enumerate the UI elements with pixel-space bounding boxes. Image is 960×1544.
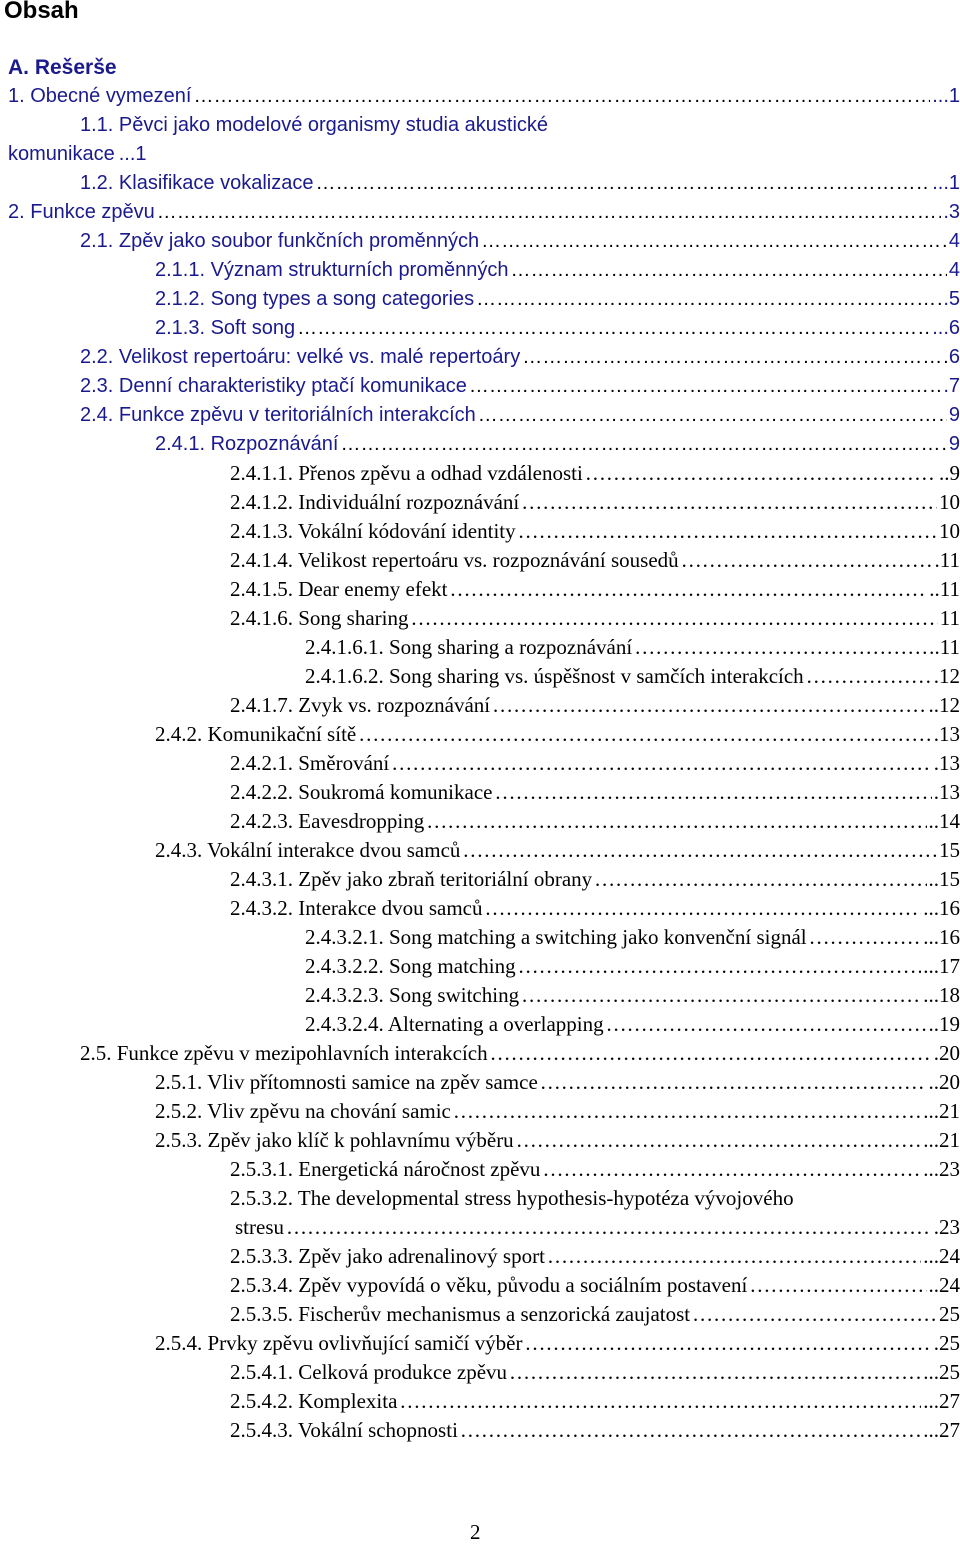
toc-entry[interactable]	[230, 517, 960, 545]
toc-leader-dots	[469, 372, 941, 400]
toc-entry[interactable]	[305, 952, 960, 980]
toc-entry-page: ...21	[923, 1097, 960, 1125]
toc-entry-title: 2.5.1. Vliv přítomnosti samice na zpěv samce	[155, 1068, 538, 1096]
toc-entry-page: ...1	[932, 82, 960, 110]
toc-leader-dots	[542, 1155, 921, 1183]
toc-entry-title: 2.4.3.2.4. Alternating a overlapping	[305, 1010, 604, 1038]
toc-entry-title: 2.4.1.6.2. Song sharing vs. úspěšnost v samčích interakcích	[305, 662, 804, 690]
toc-entry-title: 2.4.1.4. Velikost repertoáru vs. rozpoznávání sousedů	[230, 546, 679, 574]
toc-leader-dots	[426, 807, 926, 835]
toc-entry-title: 2.5.4.3. Vokální schopnosti	[230, 1416, 458, 1444]
toc-entry-page: ..20	[929, 1068, 960, 1096]
toc-entry[interactable]	[80, 227, 960, 255]
toc-leader-dots	[547, 1242, 921, 1270]
toc-entry[interactable]	[155, 1126, 960, 1154]
toc-entry-title: 1.2. Klasifikace vokalizace	[80, 169, 313, 197]
toc-entry-title: 2.4.3.1. Zpěv jako zbraň teritoriální obrany	[230, 865, 592, 893]
toc-leader-dots	[511, 256, 947, 284]
toc-entry-title: 2.1.1. Význam strukturních proměnných	[155, 256, 509, 284]
toc-entry-title: 2.5.3.4. Zpěv vypovídá o věku, původu a sociálním postavení	[230, 1271, 747, 1299]
toc-entry-title: 2.1. Zpěv jako soubor funkčních proměnných	[80, 227, 479, 255]
toc-entry-title: 2.4.1.5. Dear enemy efekt	[230, 575, 448, 603]
toc-entry[interactable]	[230, 488, 960, 516]
toc-entry-title: 2.5.3.1. Energetická náročnost zpěvu	[230, 1155, 540, 1183]
toc-entry[interactable]	[155, 1068, 960, 1096]
toc-entry-page: ...16	[923, 923, 960, 951]
toc-entry[interactable]	[230, 1416, 960, 1444]
toc-entry-title: 2.4.3.2.2. Song matching	[305, 952, 516, 980]
toc-entry[interactable]	[80, 401, 960, 429]
toc-leader-dots	[340, 430, 946, 458]
part-heading: A. Rešerše	[8, 54, 117, 82]
toc-entry-page: ...1	[932, 169, 960, 197]
toc-entry-title: 2.1.3. Soft song	[155, 314, 295, 342]
toc-entry[interactable]	[80, 372, 960, 400]
toc-entry[interactable]	[80, 1039, 960, 1067]
toc-entry-page: ...24	[923, 1242, 960, 1270]
toc-entry-page: ...27	[923, 1416, 960, 1444]
toc-leader-dots	[297, 314, 930, 342]
toc-entry-title: 2.4.1.1. Přenos zpěvu a odhad vzdálenosti	[230, 459, 583, 487]
toc-leader-dots	[411, 604, 938, 632]
toc-entry-page: 10	[939, 488, 960, 516]
toc-leader-dots	[806, 662, 932, 690]
toc-entry-title: 2.4.3. Vokální interakce dvou samců	[155, 836, 460, 864]
toc-entry-title: 1.1. Pěvci jako modelové organismy studia akustické	[80, 111, 548, 139]
toc-entry[interactable]	[155, 836, 960, 864]
toc-entry-title: 2.5.3.3. Zpěv jako adrenalinový sport	[230, 1242, 545, 1270]
toc-entry[interactable]	[230, 546, 960, 574]
toc-entry-title: 2.5.3.2. The developmental stress hypothesis-hypotéza vývojového	[230, 1184, 794, 1212]
toc-leader-dots	[476, 285, 941, 313]
toc-leader-dots	[585, 459, 937, 487]
toc-leader-dots	[681, 546, 933, 574]
toc-entry-title: 2.5.4.1. Celková produkce zpěvu	[230, 1358, 507, 1386]
toc-entry[interactable]	[230, 1271, 960, 1299]
toc-entry[interactable]	[230, 1184, 912, 1212]
toc-entry-title: 2.4.2. Komunikační sítě	[155, 720, 356, 748]
toc-entry-title: stresu	[235, 1213, 284, 1241]
toc-leader-dots	[521, 488, 937, 516]
toc-entry[interactable]	[8, 198, 960, 226]
toc-entry[interactable]	[155, 285, 960, 313]
toc-entry-page: .12	[934, 662, 960, 690]
toc-leader-dots	[521, 981, 921, 1009]
toc-entry-title: 2.4.1.6.1. Song sharing a rozpoznávání	[305, 633, 632, 661]
toc-entry-page: .13	[934, 749, 960, 777]
toc-leader-dots	[490, 1039, 932, 1067]
toc-entry-title: 2.1.2. Song types a song categories	[155, 285, 474, 313]
toc-entry-page: ...21	[923, 1126, 960, 1154]
toc-entry-title: 2. Funkce zpěvu	[8, 198, 155, 226]
toc-entry[interactable]	[230, 894, 960, 922]
toc-entry[interactable]	[230, 1358, 960, 1386]
toc-entry-page: 4	[949, 256, 960, 284]
toc-entry[interactable]	[230, 1300, 960, 1328]
toc-leader-dots	[391, 749, 932, 777]
toc-entry-title: 2.4.1. Rozpoznávání	[155, 430, 338, 458]
toc-entry-title: 2.5.3.5. Fischerův mechanismus a senzorická zaujatost	[230, 1300, 690, 1328]
toc-entry[interactable]	[305, 633, 960, 661]
toc-entry[interactable]	[305, 981, 960, 1009]
page-title: Obsah	[4, 0, 79, 25]
toc-entry[interactable]	[155, 1097, 960, 1125]
toc-entry[interactable]	[230, 691, 960, 719]
toc-entry-page: ..19	[929, 1010, 960, 1038]
toc-entry-page: .7	[943, 372, 960, 400]
toc-entry-title: 2.4.2.1. Směrování	[230, 749, 389, 777]
toc-entry-page: .20	[934, 1039, 960, 1067]
toc-entry[interactable]	[305, 923, 960, 951]
toc-entry-title: 2.3. Denní charakteristiky ptačí komunikace	[80, 372, 467, 400]
toc-entry[interactable]	[230, 459, 960, 487]
toc-entry-page: .25	[934, 1329, 960, 1357]
toc-entry[interactable]	[8, 82, 960, 110]
toc-entry-page: ...27	[923, 1387, 960, 1415]
toc-leader-dots	[358, 720, 932, 748]
toc-entry-page: .11	[935, 546, 960, 574]
toc-entry-page: 25	[939, 1300, 960, 1328]
toc-leader-dots	[516, 1126, 922, 1154]
page-number: 2	[470, 1520, 481, 1544]
toc-entry-page: ...16	[923, 894, 960, 922]
toc-entry[interactable]	[230, 1242, 960, 1270]
toc-entry-page: .13	[934, 720, 960, 748]
toc-entry[interactable]	[230, 749, 960, 777]
toc-entry[interactable]	[235, 1213, 960, 1241]
toc-entry-page: ..14	[929, 807, 960, 835]
toc-entry-page: ..11	[929, 575, 960, 603]
toc-entry-page: ..12	[929, 691, 960, 719]
toc-leader-dots	[692, 1300, 937, 1328]
toc-entry-page: .3	[943, 198, 960, 226]
toc-entry-title: 2.5.4.2. Komplexita	[230, 1387, 397, 1415]
toc-entry-page: ...18	[923, 981, 960, 1009]
toc-leader-dots	[157, 198, 942, 226]
toc-leader-dots	[193, 82, 930, 110]
toc-leader-dots	[749, 1271, 926, 1299]
toc-entry[interactable]	[230, 604, 960, 632]
toc-entry-title: 2.4.1.6. Song sharing	[230, 604, 409, 632]
toc-leader-dots	[315, 169, 930, 197]
toc-leader-dots	[492, 691, 926, 719]
toc-entry[interactable]	[80, 343, 960, 371]
toc-entry[interactable]	[230, 1155, 960, 1183]
toc-entry[interactable]	[155, 256, 960, 284]
toc-entry-page: .23	[934, 1213, 960, 1241]
toc-entry-title: 2.4.2.2. Soukromá komunikace	[230, 778, 492, 806]
toc-entry-title: 2.4.1.3. Vokální kódování identity	[230, 517, 516, 545]
toc-leader-dots	[594, 865, 926, 893]
toc-leader-dots	[540, 1068, 927, 1096]
toc-entry-page: 10	[939, 517, 960, 545]
toc-leader-dots	[478, 401, 947, 429]
toc-leader-dots	[481, 227, 947, 255]
toc-entry-page: ..24	[929, 1271, 960, 1299]
toc-entry-title: 2.4. Funkce zpěvu v teritoriálních interakcích	[80, 401, 476, 429]
toc-leader-dots	[485, 894, 922, 922]
toc-leader-dots	[509, 1358, 921, 1386]
toc-entry[interactable]	[8, 140, 140, 168]
toc-leader-dots	[460, 1416, 921, 1444]
toc-entry-title: 2.5.4. Prvky zpěvu ovlivňující samičí výběr	[155, 1329, 522, 1357]
toc-entry-page: ...6	[932, 314, 960, 342]
toc-entry[interactable]	[230, 778, 960, 806]
toc-leader-dots	[462, 836, 937, 864]
toc-leader-dots	[809, 923, 922, 951]
toc-leader-dots	[606, 1010, 927, 1038]
toc-entry-title: 2.4.3.2.3. Song switching	[305, 981, 519, 1009]
toc-entry-title: 2.5.3. Zpěv jako klíč k pohlavnímu výběru	[155, 1126, 514, 1154]
toc-entry-title: 2.5.2. Vliv zpěvu na chování samic	[155, 1097, 451, 1125]
toc-entry-title: 2.5. Funkce zpěvu v mezipohlavních interakcích	[80, 1039, 488, 1067]
toc-leader-dots	[494, 778, 931, 806]
toc-entry-page: 9	[949, 430, 960, 458]
toc-leader-dots	[450, 575, 928, 603]
toc-entry-page: ...25	[923, 1358, 960, 1386]
toc-leader-dots	[524, 1329, 931, 1357]
toc-leader-dots	[399, 1387, 921, 1415]
toc-entry-page: ..15	[929, 865, 960, 893]
toc-entry[interactable]	[230, 1387, 960, 1415]
toc-leader-dots	[518, 517, 937, 545]
toc-entry[interactable]	[80, 111, 620, 139]
toc-entry[interactable]	[155, 314, 960, 342]
toc-entry-title: 2.4.1.2. Individuální rozpoznávání	[230, 488, 519, 516]
toc-entry-title: 1. Obecné vymezení	[8, 82, 191, 110]
toc-entry-page: .5	[943, 285, 960, 313]
toc-entry-title: komunikace	[8, 140, 115, 168]
toc-entry-page: 15	[939, 836, 960, 864]
toc-entry[interactable]	[80, 169, 960, 197]
toc-entry-page: ...17	[923, 952, 960, 980]
toc-entry-title: 2.4.3.2. Interakce dvou samců	[230, 894, 483, 922]
toc-entry-page: 9	[949, 401, 960, 429]
toc-leader-dots	[522, 343, 947, 371]
toc-leader-dots	[286, 1213, 932, 1241]
toc-entry[interactable]	[230, 807, 960, 835]
toc-entry-title: 2.4.2.3. Eavesdropping	[230, 807, 424, 835]
toc-entry[interactable]	[155, 720, 960, 748]
toc-leader-dots	[634, 633, 932, 661]
toc-entry[interactable]	[155, 1329, 960, 1357]
toc-entry[interactable]	[305, 662, 960, 690]
toc-entry-page: 6	[949, 343, 960, 371]
toc-entry-page: 11	[940, 604, 960, 632]
toc-entry-page: .11	[935, 633, 960, 661]
toc-entry-title: 2.4.1.7. Zvyk vs. rozpoznávání	[230, 691, 490, 719]
toc-entry-page: ...1	[119, 140, 147, 168]
toc-entry[interactable]	[305, 1010, 960, 1038]
toc-entry-title: 2.2. Velikost repertoáru: velké vs. malé repertoáry	[80, 343, 520, 371]
toc-entry-title: 2.4.3.2.1. Song matching a switching jako konvenční signál	[305, 923, 807, 951]
toc-entry-page: ...23	[923, 1155, 960, 1183]
toc-entry[interactable]	[230, 865, 960, 893]
toc-entry-page: 4	[949, 227, 960, 255]
toc-entry-page: .13	[934, 778, 960, 806]
toc-leader-dots	[453, 1097, 921, 1125]
toc-entry[interactable]	[230, 575, 960, 603]
toc-entry-page: ..9	[939, 459, 960, 487]
toc-leader-dots	[518, 952, 922, 980]
toc-entry[interactable]	[155, 430, 960, 458]
